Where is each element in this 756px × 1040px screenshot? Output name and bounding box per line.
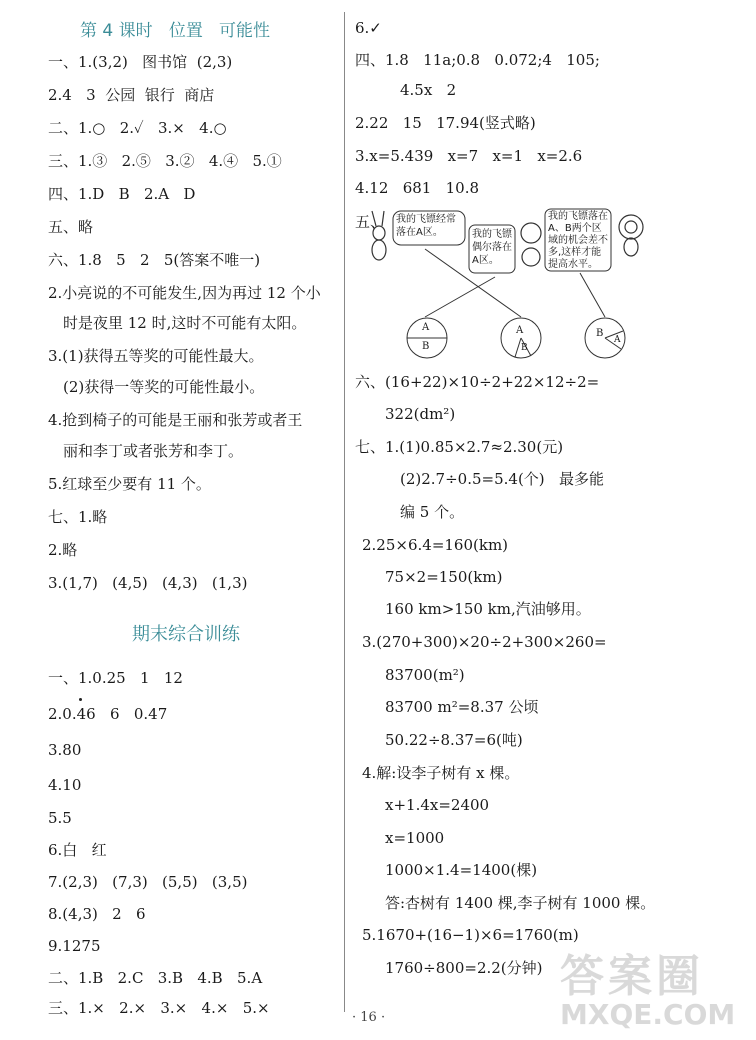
answer-line: (2)2.7÷0.5=5.4(个) 最多能 (400, 470, 604, 488)
answer-line: 8.(4,3) 2 6 (48, 905, 146, 923)
answer-line: 83700 m²=8.37 公顷 (385, 698, 539, 716)
answer-line: 2.小亮说的不可能发生,因为再过 12 个小 (48, 284, 321, 302)
answer-line: 83700(m²) (385, 666, 465, 684)
answer-line: 75×2=150(km) (385, 568, 503, 586)
answer-line: 七、1.略 (48, 508, 108, 526)
section-title-lesson4: 第 4 课时 位置 可能性 (80, 21, 271, 41)
board3-label-a: A (614, 335, 621, 345)
answer-line: 三、1.③ 2.⑤ 3.② 4.④ 5.① (48, 152, 282, 170)
answer-line: 3.80 (48, 741, 82, 759)
answer-line: 编 5 个。 (400, 503, 465, 521)
watermark (560, 940, 735, 1031)
answer-line: 2.略 (48, 541, 78, 559)
answer-line: 六、(16+22)×10÷2+22×12÷2= (355, 373, 600, 391)
answer-line: x+1.4x=2400 (385, 796, 490, 814)
answer-line: 4.解:设李子树有 x 棵。 (362, 764, 520, 782)
answer-line: 丽和李丁或者张芳和李丁。 (63, 442, 244, 460)
answer-line: 二、1.B 2.C 3.B 4.B 5.A (48, 969, 263, 987)
board1-label-a: A (422, 322, 430, 333)
answer-line: 2.0.46 6 0.47 (48, 705, 168, 723)
answer-line: 6.✓ (355, 19, 382, 37)
rabbit-icon (372, 211, 386, 260)
answer-line: 50.22÷8.37=6(吨) (385, 731, 523, 749)
bubble-3-text: 我的飞镖落在A、B两个区域的机会差不多,这样才能提高水平。 (548, 211, 608, 270)
answer-line: 4.12 681 10.8 (355, 179, 480, 197)
answer-line: 四、1.D B 2.A D (48, 185, 196, 203)
answer-line: 2.22 15 17.94(竖式略) (355, 114, 536, 132)
answer-line: 三、1.× 2.× 3.× 4.× 5.× (48, 999, 270, 1017)
answer-line: 4.抢到椅子的可能是王丽和张芳或者王 (48, 411, 303, 429)
column-divider (344, 12, 345, 1012)
watermark-line2: MXQE.COM (560, 998, 736, 1031)
section-title-final-review: 期末综合训练 (132, 624, 240, 645)
monkey-icon (521, 223, 541, 266)
answer-line: x=1000 (385, 829, 445, 847)
board2-label-b: B (521, 343, 528, 353)
repeating-decimal-dot (79, 698, 82, 701)
answer-line: 160 km>150 km,汽油够用。 (385, 600, 591, 618)
answer-line: 1000×1.4=1400(棵) (385, 861, 538, 879)
answer-line: 五、略 (48, 218, 94, 236)
answer-line: 二、1.○ 2.✓ 3.× 4.○ (48, 119, 227, 137)
answer-line: 六、1.8 5 2 5(答案不唯一) (48, 251, 261, 269)
board2-label-a: A (516, 325, 524, 336)
answer-line: (2)获得一等奖的可能性最小。 (63, 378, 265, 396)
answer-line: 1760÷800=2.2(分钟) (385, 959, 543, 977)
answer-line: 4.10 (48, 776, 82, 794)
answer-line: 7.(2,3) (7,3) (5,5) (3,5) (48, 873, 248, 891)
answer-line: 七、1.(1)0.85×2.7≈2.30(元) (355, 438, 564, 456)
answer-line: 322(dm²) (385, 405, 456, 423)
board1-label-b: B (422, 341, 430, 352)
answer-line: 5.5 (48, 809, 72, 827)
answer-line: 3.x=5.439 x=7 x=1 x=2.6 (355, 147, 583, 165)
answer-line: 一、1.(3,2) 图书馆 (2,3) (48, 53, 233, 71)
figure-label: 五、 (355, 213, 386, 231)
answer-line: 4.5x 2 (400, 81, 457, 99)
answer-line: 一、1.0.25 1 12 (48, 669, 183, 687)
answer-line: 5.红球至少要有 11 个。 (48, 475, 211, 493)
answer-line: 9.1275 (48, 937, 101, 955)
lion-icon (619, 215, 643, 256)
answer-line: 6.白 红 (48, 841, 107, 859)
answer-line: 四、1.8 11a;0.8 0.072;4 105; (355, 51, 600, 69)
page-number: · 16 · (352, 1010, 386, 1025)
answer-line: 2.25×6.4=160(km) (362, 536, 509, 554)
answer-line: 时是夜里 12 时,这时不可能有太阳。 (63, 314, 307, 332)
answer-line: 3.(1,7) (4,5) (4,3) (1,3) (48, 574, 248, 592)
answer-line: 3.(270+300)×20÷2+300×260= (362, 633, 607, 651)
answer-line: 5.1670+(16−1)×6=1760(m) (362, 926, 579, 944)
answer-line: 答:杏树有 1400 棵,李子树有 1000 棵。 (385, 894, 656, 912)
answer-line: 3.(1)获得五等奖的可能性最大。 (48, 347, 264, 365)
bubble-1-text: 我的飞镖经常落在A区。 (396, 214, 456, 238)
watermark-line1: 答案圈 (560, 951, 704, 1002)
bubble-2-text: 我的飞镖偶尔落在A区。 (472, 229, 512, 266)
answer-line: 2.4 3 公园 银行 商店 (48, 86, 215, 104)
board3-label-b: B (596, 328, 604, 339)
